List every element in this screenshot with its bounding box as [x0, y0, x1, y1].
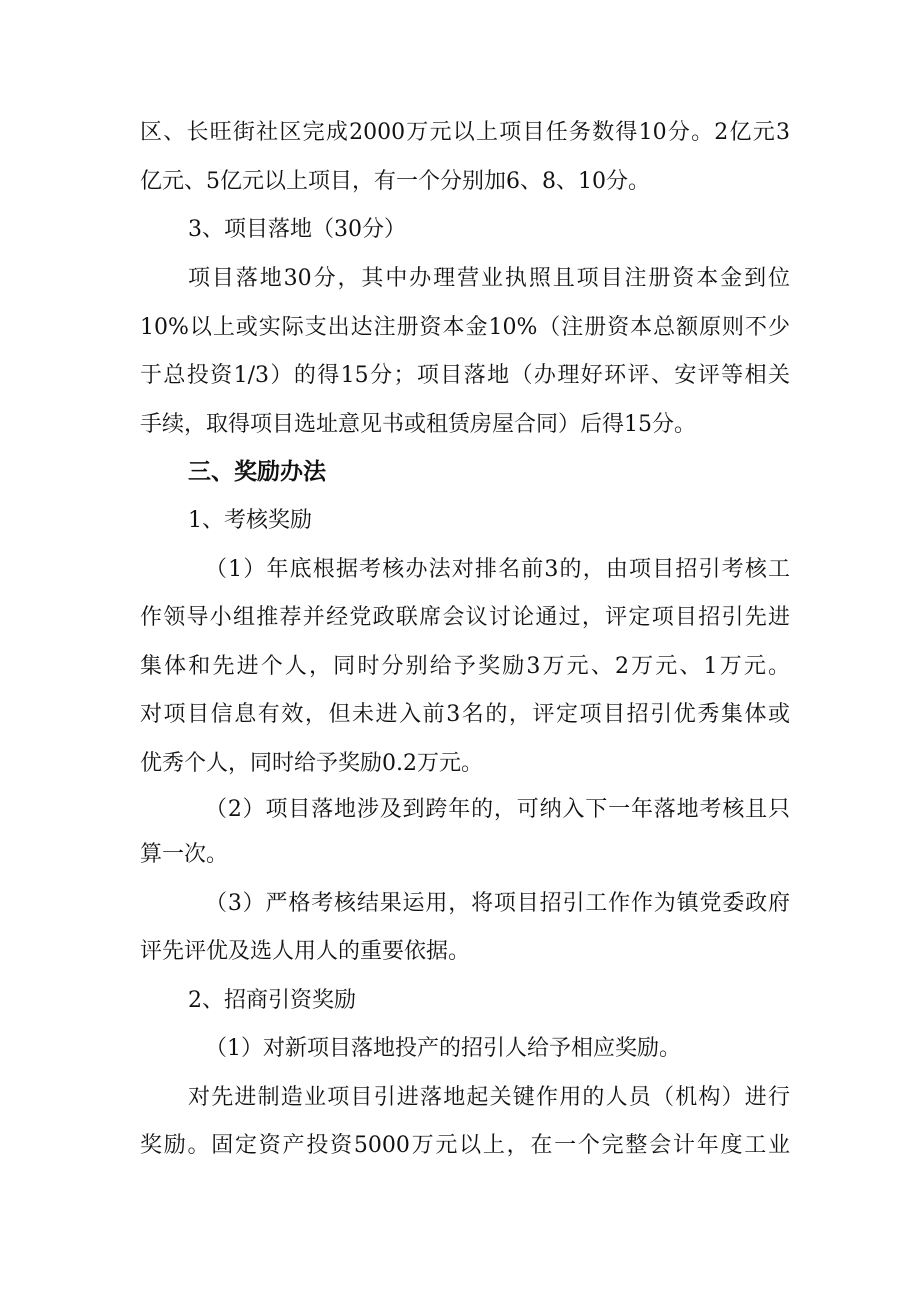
text-line: （3）严格考核结果运用，将项目招引工作作为镇党委政府	[205, 891, 790, 916]
text-line: 评先评优及选人用人的重要依据。	[140, 939, 471, 964]
text-line: 奖励。固定资产投资5000万元以上，在一个完整会计年度工业	[140, 1133, 790, 1158]
text-line: 算一次。	[140, 842, 229, 867]
text-line: 区、长旺街社区完成2000万元以上项目任务数得10分。2亿元3	[140, 120, 790, 145]
text-line: 优秀个人，同时给予奖励0.2万元。	[140, 751, 483, 776]
text-line: 项目落地30分，其中办理营业执照且项目注册资本金到位	[188, 266, 790, 291]
text-line: （1）对新项目落地投产的招引人给予相应奖励。	[205, 1036, 681, 1061]
text-line: 对先进制造业项目引进落地起关键作用的人员（机构）进行	[188, 1085, 790, 1110]
section-heading: 1、考核奖励	[188, 508, 312, 533]
text-line: 对项目信息有效，但未进入前3名的，评定项目招引优秀集体或	[140, 702, 790, 727]
text-line: 手续，取得项目选址意见书或租赁房屋合同）后得15分。	[140, 412, 696, 437]
text-line: （2）项目落地涉及到跨年的，可纳入下一年落地考核且只	[205, 797, 790, 822]
section-heading: 2、招商引资奖励	[188, 988, 356, 1013]
chapter-heading: 三、奖励办法	[188, 459, 326, 485]
text-line: 集体和先进个人，同时分别给予奖励3万元、2万元、1万元。	[140, 654, 790, 679]
section-heading: 3、项目落地（30分）	[188, 217, 406, 242]
text-line: 10%以上或实际支出达注册资本金10%（注册资本总额原则不少	[140, 315, 790, 340]
text-line: 于总投资1/3）的得15分；项目落地（办理好环评、安评等相关	[140, 363, 790, 388]
text-line: 亿元、5亿元以上项目，有一个分别加6、8、10分。	[140, 169, 650, 194]
text-line: （1）年底根据考核办法对排名前3的，由项目招引考核工	[205, 557, 790, 582]
text-line: 作领导小组推荐并经党政联席会议讨论通过，评定项目招引先进	[140, 605, 790, 630]
